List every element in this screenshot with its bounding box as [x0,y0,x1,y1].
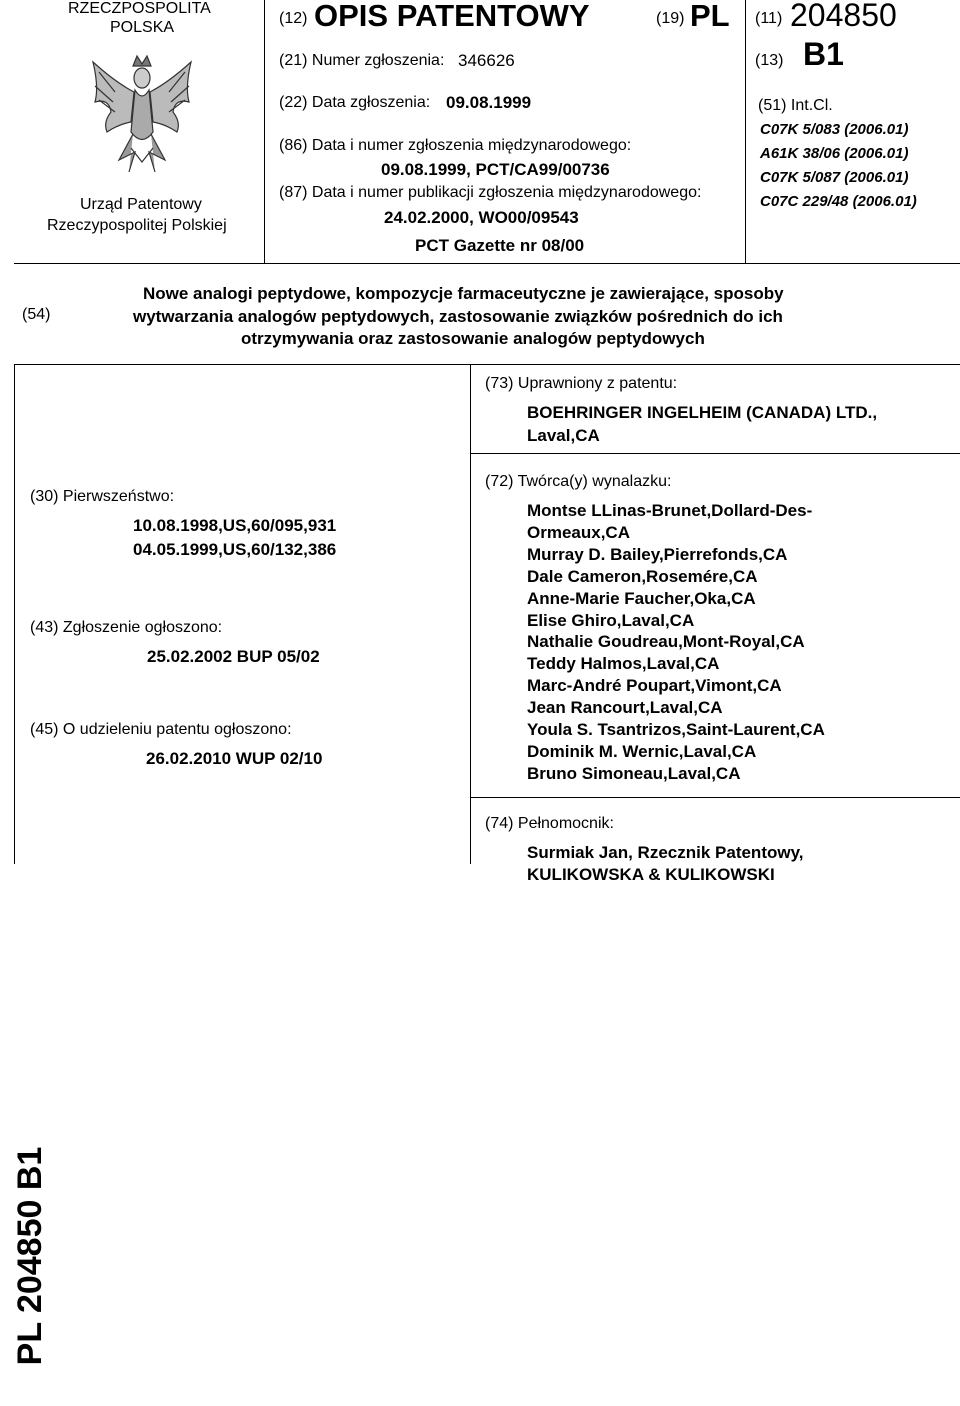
document-type: OPIS PATENTOWY [314,0,590,33]
inventor: Dale Cameron,Rosemére,CA [527,566,758,586]
country-name-line1: RZECZPOSPOLITA [68,0,211,17]
title-line: wytwarzania analogów peptydowych, zastosowanie związków pośrednich do ich [133,307,783,326]
ipc-class: A61K 38/06 (2006.01) [760,145,909,162]
inventor: Teddy Halmos,Laval,CA [527,654,720,674]
code-54: (54) [22,306,51,323]
inventor: Elise Ghiro,Laval,CA [527,610,695,630]
attorney-line: KULIKOWSKA & KULIKOWSKI [527,865,775,884]
inventor: Nathalie Goudreau,Mont-Royal,CA [527,632,805,652]
office-name-line2: Rzeczypospolitej Polskiej [47,217,227,234]
code-13: (13) [755,52,784,69]
field-21-value: 346626 [458,51,515,70]
field-45-label: (45) O udzieleniu patentu ogłoszono: [30,721,292,738]
field-22-value: 09.08.1999 [446,93,532,112]
inventor: Ormeaux,CA [527,522,630,542]
inventor: Jean Rancourt,Laval,CA [527,698,723,718]
priority-value: 10.08.1998,US,60/095,931 [133,516,337,535]
field-73-label: (73) Uprawniony z patentu: [485,375,678,392]
attorney-line: Surmiak Jan, Rzecznik Patentowy, [527,843,804,862]
ipc-class: C07C 229/48 (2006.01) [760,193,917,210]
right-section-rule-2 [470,797,960,798]
field-86-value: 09.08.1999, PCT/CA99/00736 [381,160,610,179]
header-divider-right [745,0,746,263]
priority-value: 04.05.1999,US,60/132,386 [133,540,337,559]
office-name-line1: Urząd Patentowy [80,196,202,213]
inventor: Montse LLinas-Brunet,Dollard-Des- [527,501,813,520]
field-87-value: 24.02.2000, WO00/09543 [384,208,579,227]
inventor: Dominik M. Wernic,Laval,CA [527,741,757,761]
field-87-label: (87) Data i numer publikacji zgłoszenia międzynarodowego: [279,184,702,201]
ipc-class: C07K 5/083 (2006.01) [760,121,909,138]
code-11: (11) [755,10,783,27]
body-top-rule [14,364,960,365]
field-72-label: (72) Twórca(y) wynalazku: [485,473,672,490]
field-22-label: (22) Data zgłoszenia: [279,94,431,111]
inventors-list [527,500,825,785]
field-43-label: (43) Zgłoszenie ogłoszono: [30,619,223,636]
field-51-label: (51) Int.Cl. [758,97,833,114]
code-19: (19) [656,10,685,27]
inventor: Youla S. Tsantrizos,Saint-Laurent,CA [527,720,825,740]
right-section-rule-1 [470,453,960,454]
field-86-label: (86) Data i numer zgłoszenia międzynarodowego: [279,137,632,154]
header-divider-left [264,0,265,263]
country-code: PL [690,0,730,33]
patent-owner-line: Laval,CA [527,426,600,445]
field-45-value: 26.02.2010 WUP 02/10 [146,749,323,768]
field-74-label: (74) Pełnomocnik: [485,815,614,832]
field-21-label: (21) Numer zgłoszenia: [279,52,445,69]
patent-owner-line: BOEHRINGER INGELHEIM (CANADA) LTD., [527,403,878,422]
field-30-label: (30) Pierwszeństwo: [30,488,175,505]
polish-eagle-emblem [85,52,200,182]
inventor: Murray D. Bailey,Pierrefonds,CA [527,544,788,564]
inventor: Anne-Marie Faucher,Oka,CA [527,588,756,608]
country-name-line2: POLSKA [110,19,175,36]
pct-gazette: PCT Gazette nr 08/00 [415,236,585,255]
inventor: Bruno Simoneau,Laval,CA [527,763,741,783]
spine-patent-id: PL 204850 B1 [11,1146,49,1366]
patent-number: 204850 [790,0,897,33]
field-43-value: 25.02.2002 BUP 05/02 [147,647,320,666]
inventor: Marc-André Poupart,Vimont,CA [527,676,782,696]
body-left-border [14,364,15,864]
header-bottom-rule [14,263,960,264]
title-line: otrzymywania oraz zastosowanie analogów peptydowych [241,329,705,348]
title-line: Nowe analogi peptydowe, kompozycje farmaceutyczne je zawierające, sposoby [143,284,784,303]
kind-code: B1 [803,36,844,72]
body-center-divider [470,364,471,864]
ipc-class: C07K 5/087 (2006.01) [760,169,909,186]
code-12: (12) [279,10,308,27]
